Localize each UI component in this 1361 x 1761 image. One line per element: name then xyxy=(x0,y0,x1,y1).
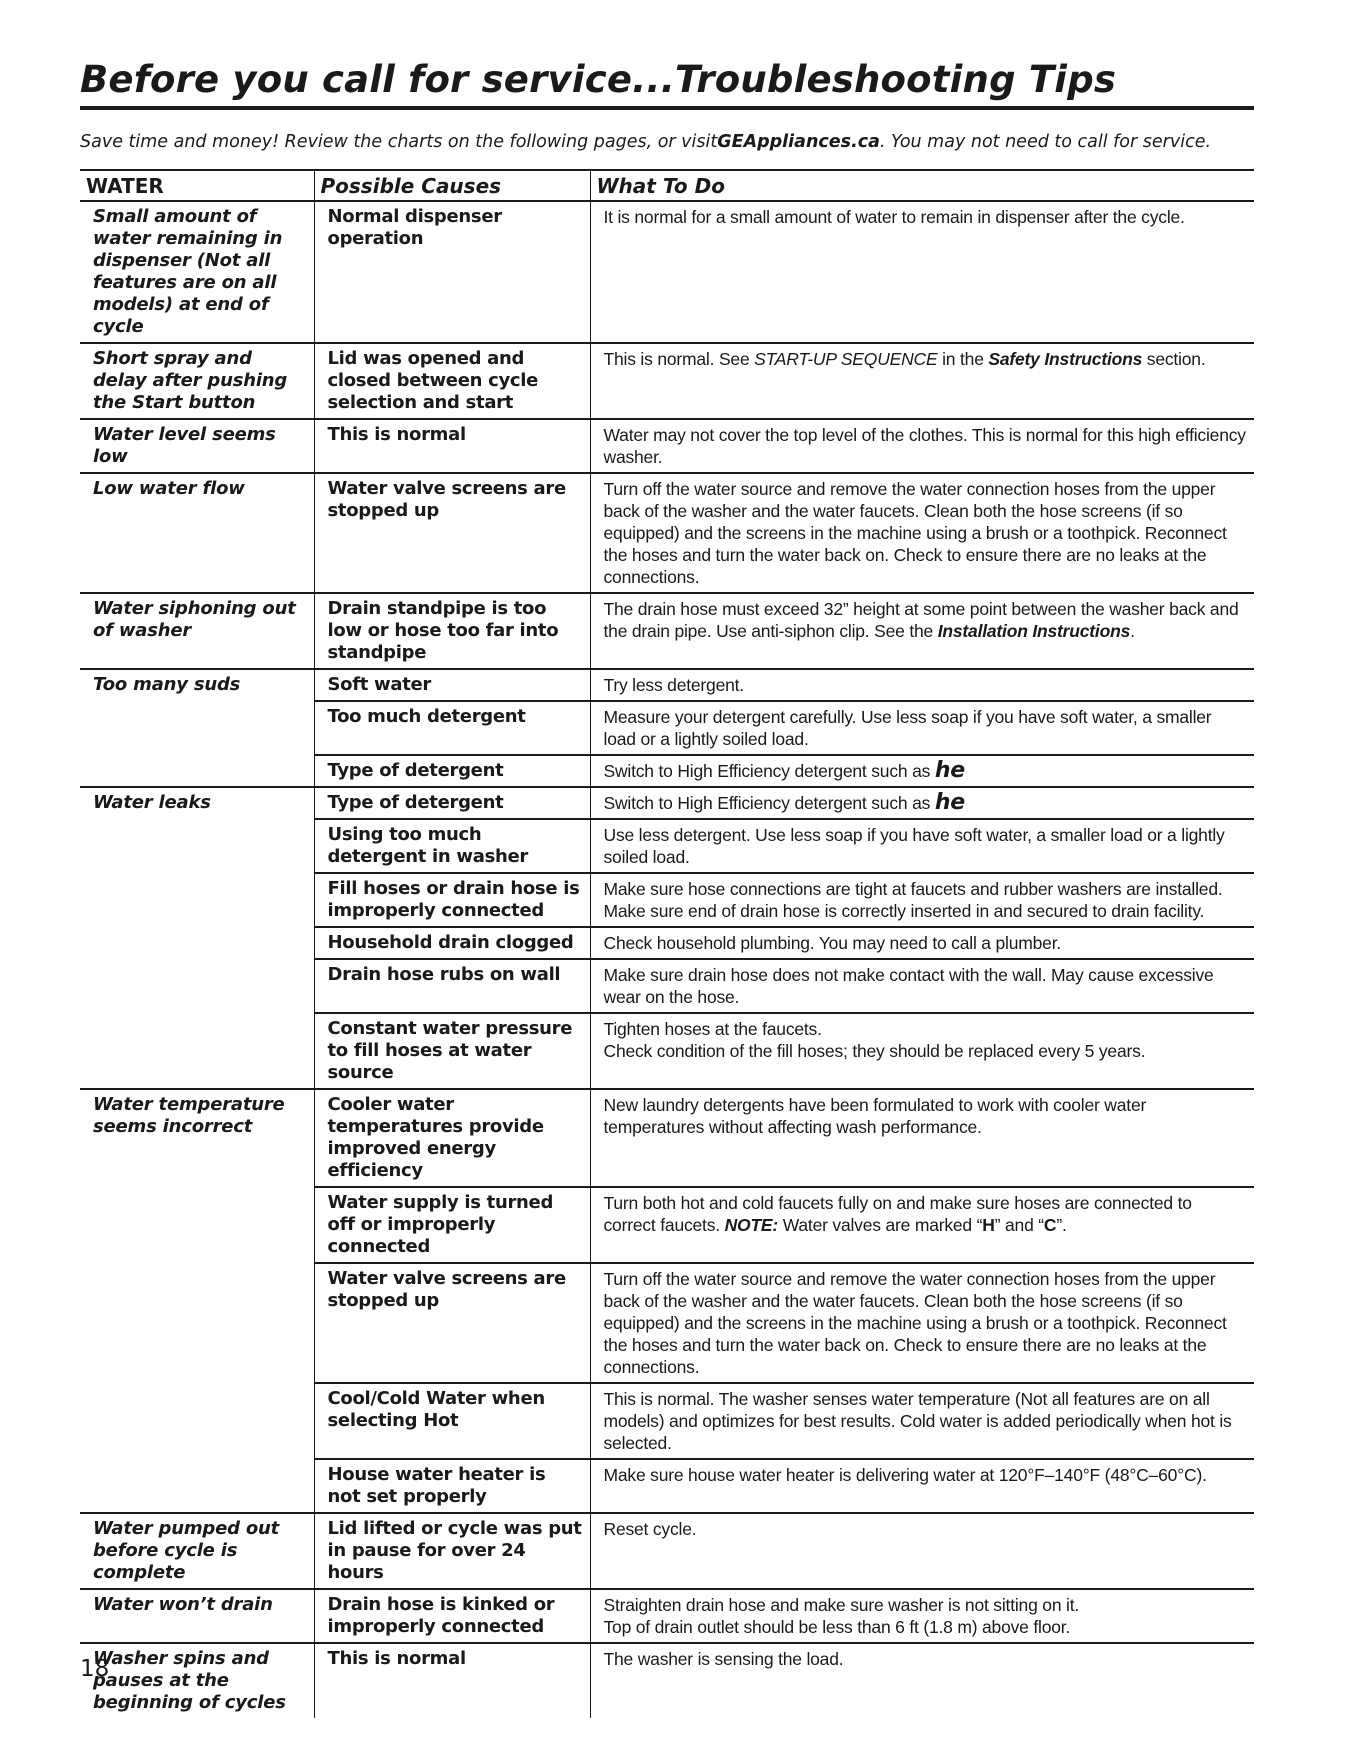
action-cell: Turn off the water source and remove the water connection hoses from the upper back of the washer and the water faucets. Clean both the hose screens (if so equipped) and the screens in the machine using a brush or a toothpick. Reconnect the hoses and turn the water back on. Check to ensure there are no leaks at the connections. xyxy=(590,1263,1254,1383)
intro-after: . You may not need to call for service. xyxy=(879,132,1212,153)
action-cell: This is normal. The washer senses water temperature (Not all features are on all models) and optimizes for best results. Cold water is added periodically when hot is selected. xyxy=(590,1383,1254,1459)
table-row xyxy=(80,419,1254,473)
note-label: NOTE: xyxy=(724,1215,779,1236)
action-cell xyxy=(590,593,1254,669)
table-row xyxy=(80,343,1254,419)
problem-cell: Short spray and delay after pushing the Start button xyxy=(80,343,314,419)
page-number: 18 xyxy=(80,1656,110,1682)
action-cell: It is normal for a small amount of water to remain in dispenser after the cycle. xyxy=(590,201,1254,343)
action-text: ” and “ xyxy=(994,1215,1044,1236)
table-row xyxy=(80,1089,1254,1187)
cause-cell: Lid was opened and closed between cycle selection and start xyxy=(314,343,590,419)
cause-cell: Soft water xyxy=(314,669,590,701)
troubleshooting-table xyxy=(80,169,1254,1718)
action-text: The drain hose must exceed 32” height at some point between the washer back and the drain pipe. Use anti-siphon clip. See the xyxy=(603,599,1239,642)
action-text: Check condition of the fill hoses; they should be replaced every 5 years. xyxy=(603,1041,1146,1062)
problem-cell: Water pumped out before cycle is complete xyxy=(80,1513,314,1589)
action-cell: New laundry detergents have been formulated to work with cooler water temperatures without affecting wash performance. xyxy=(590,1089,1254,1187)
action-text: Switch to High Efficiency detergent such as xyxy=(603,793,931,814)
cause-cell: This is normal xyxy=(314,1643,590,1718)
action-emphasis: START-UP SEQUENCE xyxy=(754,349,938,370)
cause-cell: Normal dispenser operation xyxy=(314,201,590,343)
action-text: section. xyxy=(1142,349,1206,370)
cause-cell: Lid lifted or cycle was put in pause for over 24 hours xyxy=(314,1513,590,1589)
problem-cell: Water siphoning out of washer xyxy=(80,593,314,669)
action-cell: Make sure hose connections are tight at faucets and rubber washers are installed. Make sure end of drain hose is correctly inserted in and secured to drain facility. xyxy=(590,873,1254,927)
website-link[interactable]: GEAppliances.ca xyxy=(717,132,880,153)
action-cell: Reset cycle. xyxy=(590,1513,1254,1589)
action-text: This is normal. See xyxy=(603,349,755,370)
cause-cell: Drain hose rubs on wall xyxy=(314,959,590,1013)
action-cell: Check household plumbing. You may need to call a plumber. xyxy=(590,927,1254,959)
problem-cell: Washer spins and pauses at the beginning of cycles xyxy=(80,1643,314,1718)
action-cell: The washer is sensing the load. xyxy=(590,1643,1254,1718)
page xyxy=(80,58,1254,1718)
action-text: Switch to High Efficiency detergent such as xyxy=(603,761,931,782)
problem-cell: Water temperature seems incorrect xyxy=(80,1089,314,1513)
action-reference: Installation Instructions xyxy=(937,621,1131,642)
hot-marker: H xyxy=(982,1215,995,1236)
cause-cell: Household drain clogged xyxy=(314,927,590,959)
cause-cell: Type of detergent xyxy=(314,787,590,819)
action-text: in the xyxy=(937,349,989,370)
cause-cell: This is normal xyxy=(314,419,590,473)
action-cell xyxy=(590,1187,1254,1263)
table-row xyxy=(80,1589,1254,1643)
cause-cell: Drain hose is kinked or improperly connected xyxy=(314,1589,590,1643)
header-possible-causes: Possible Causes xyxy=(314,170,590,201)
action-cell: Make sure drain hose does not make contact with the wall. May cause excessive wear on the hose. xyxy=(590,959,1254,1013)
action-cell: Try less detergent. xyxy=(590,669,1254,701)
header-what-to-do: What To Do xyxy=(590,170,1254,201)
action-cell xyxy=(590,343,1254,419)
table-row xyxy=(80,593,1254,669)
intro-before: Save time and money! Review the charts on the following pages, or visit xyxy=(80,132,718,153)
problem-cell: Too many suds xyxy=(80,669,314,787)
action-text: Top of drain outlet should be less than 6 ft (1.8 m) above floor. xyxy=(603,1617,1071,1638)
problem-cell: Water won’t drain xyxy=(80,1589,314,1643)
action-text: . xyxy=(1130,621,1135,642)
action-text: ”. xyxy=(1056,1215,1067,1236)
cause-cell: House water heater is not set properly xyxy=(314,1459,590,1513)
table-row xyxy=(80,473,1254,593)
cause-cell: Constant water pressure to fill hoses at water source xyxy=(314,1013,590,1089)
table-row xyxy=(80,669,1254,701)
cause-cell: Cooler water temperatures provide improved energy efficiency xyxy=(314,1089,590,1187)
action-cell: Turn off the water source and remove the water connection hoses from the upper back of the washer and the water faucets. Clean both the hose screens (if so equipped) and the screens in the machine using a brush or a toothpick. Reconnect the hoses and turn the water back on. Check to ensure there are no leaks at the connections. xyxy=(590,473,1254,593)
cause-cell: Type of detergent xyxy=(314,755,590,787)
action-cell: Make sure house water heater is delivering water at 120°F–140°F (48°C–60°C). xyxy=(590,1459,1254,1513)
action-cell xyxy=(590,787,1254,819)
table-row xyxy=(80,1643,1254,1718)
action-cell xyxy=(590,1013,1254,1089)
cause-cell: Fill hoses or drain hose is improperly connected xyxy=(314,873,590,927)
page-title: Before you call for service...Troubleshooting Tips xyxy=(80,58,1254,110)
table-header-row xyxy=(80,170,1254,201)
cold-marker: C xyxy=(1043,1215,1057,1236)
cause-cell: Water valve screens are stopped up xyxy=(314,473,590,593)
action-text: Turn both hot and cold faucets fully on and make sure hoses are connected to correct faucets. xyxy=(603,1193,1192,1236)
he-logo: he xyxy=(934,790,966,816)
action-cell xyxy=(590,755,1254,787)
cause-cell: Drain standpipe is too low or hose too far into standpipe xyxy=(314,593,590,669)
table-row xyxy=(80,787,1254,819)
action-cell: Use less detergent. Use less soap if you have soft water, a smaller load or a lightly soiled load. xyxy=(590,819,1254,873)
table-row xyxy=(80,1513,1254,1589)
problem-cell: Water level seems low xyxy=(80,419,314,473)
table-row xyxy=(80,201,1254,343)
action-text: Straighten drain hose and make sure washer is not sitting on it. xyxy=(603,1595,1080,1616)
cause-cell: Cool/Cold Water when selecting Hot xyxy=(314,1383,590,1459)
action-reference: Safety Instructions xyxy=(988,349,1143,370)
header-water: WATER xyxy=(80,170,314,201)
action-cell: Measure your detergent carefully. Use less soap if you have soft water, a smaller load or a lightly soiled load. xyxy=(590,701,1254,755)
action-text: Water valves are marked “ xyxy=(778,1215,983,1236)
action-cell: Water may not cover the top level of the clothes. This is normal for this high efficiency washer. xyxy=(590,419,1254,473)
he-logo: he xyxy=(934,758,966,784)
problem-cell: Water leaks xyxy=(80,787,314,1089)
action-text: Tighten hoses at the faucets. xyxy=(603,1019,822,1040)
cause-cell: Using too much detergent in washer xyxy=(314,819,590,873)
action-cell xyxy=(590,1589,1254,1643)
cause-cell: Water valve screens are stopped up xyxy=(314,1263,590,1383)
cause-cell: Too much detergent xyxy=(314,701,590,755)
problem-cell: Small amount of water remaining in dispenser (Not all features are on all models) at end of cycle xyxy=(80,201,314,343)
intro-text xyxy=(80,132,1254,153)
problem-cell: Low water flow xyxy=(80,473,314,593)
cause-cell: Water supply is turned off or improperly connected xyxy=(314,1187,590,1263)
